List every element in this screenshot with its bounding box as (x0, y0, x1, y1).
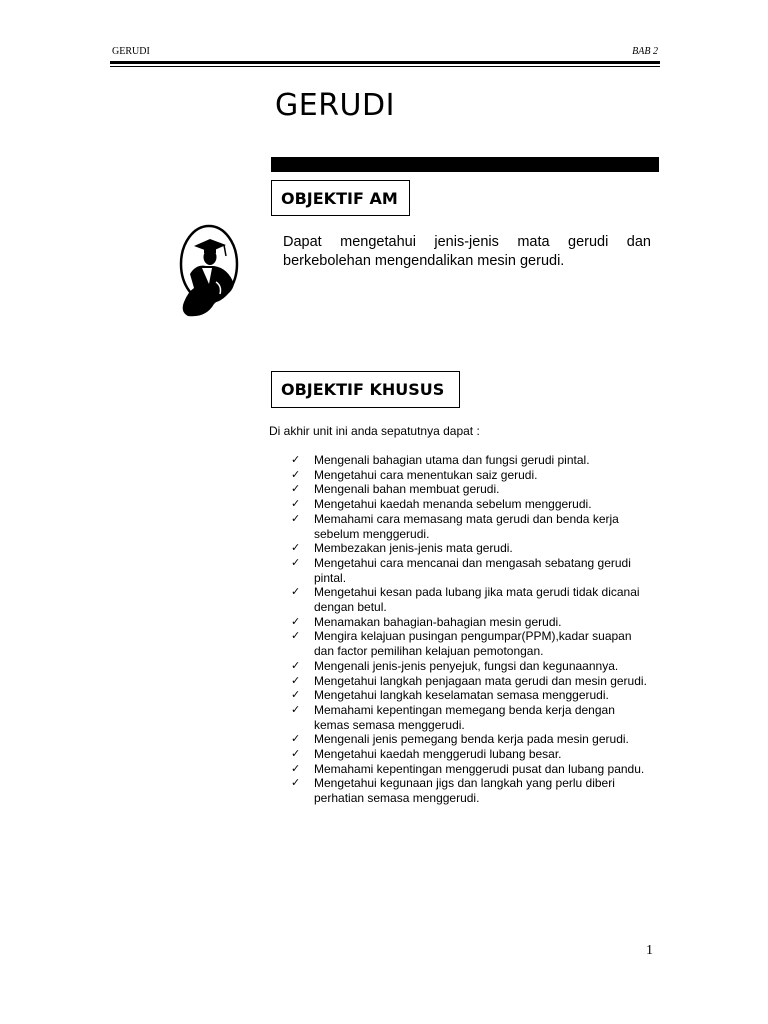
list-item (291, 674, 651, 689)
list-item-text: Memahami cara memasang mata gerudi dan benda kerja sebelum menggerudi. (314, 511, 619, 541)
objektif-am-heading: OBJEKTIF AM (271, 180, 410, 216)
list-item (291, 732, 651, 747)
list-item (291, 453, 651, 468)
list-item-text: Mengenali jenis-jenis penyejuk, fungsi dan kegunaannya. (314, 658, 619, 673)
list-item (291, 556, 651, 585)
checkmark-icon: ✓ (291, 497, 301, 511)
checkmark-icon: ✓ (291, 555, 301, 569)
running-header-title: GERUDI (112, 46, 150, 57)
running-header-chapter: BAB 2 (632, 46, 658, 57)
list-item (291, 615, 651, 630)
list-item (291, 541, 651, 556)
list-item-text: Mengetahui cara mencanai dan mengasah sebatang gerudi pintal. (314, 555, 631, 585)
list-item (291, 703, 651, 732)
objektif-khusus-list (291, 453, 651, 806)
checkmark-icon: ✓ (291, 629, 301, 643)
list-item-text: Mengetahui kaedah menggerudi lubang besar. (314, 747, 562, 762)
list-item-text: Mengenali bahagian utama dan fungsi gerudi pintal. (314, 453, 590, 467)
checkmark-icon: ✓ (291, 511, 301, 525)
list-item-text: Mengetahui cara menentukan saiz gerudi. (314, 467, 538, 482)
objektif-khusus-heading: OBJEKTIF KHUSUS (271, 371, 460, 408)
checkmark-icon: ✓ (291, 467, 301, 481)
list-item-text: Mengenali bahan membuat gerudi. (314, 482, 500, 497)
list-item (291, 585, 651, 614)
page-title: GERUDI (275, 88, 395, 123)
list-item (291, 512, 651, 541)
list-item-text: Membezakan jenis-jenis mata gerudi. (314, 541, 513, 556)
checkmark-icon: ✓ (291, 658, 301, 672)
list-item-text: Memahami kepentingan memegang benda kerja dengan kemas semasa menggerudi. (314, 702, 615, 732)
list-item (291, 482, 651, 497)
objektif-am-text: Dapat mengetahui jenis-jenis mata gerudi dan berkebolehan mengendalikan mesin gerudi. (283, 234, 651, 269)
list-item (291, 762, 651, 777)
checkmark-icon: ✓ (291, 482, 301, 496)
list-item (291, 468, 651, 483)
list-item (291, 776, 651, 805)
list-item-text: Mengetahui langkah penjagaan mata gerudi dan mesin gerudi. (314, 673, 647, 688)
checkmark-icon: ✓ (291, 585, 301, 599)
page-number: 1 (646, 943, 653, 958)
list-item (291, 747, 651, 762)
list-item-text: Mengetahui kegunaan jigs dan langkah yang perlu diberi perhatian semasa menggerudi. (314, 776, 615, 806)
header-rule-thick (110, 61, 660, 64)
checkmark-icon: ✓ (291, 673, 301, 687)
list-item (291, 629, 651, 658)
list-item-text: Mengetahui langkah keselamatan semasa menggerudi. (314, 688, 609, 703)
checkmark-icon: ✓ (291, 776, 301, 790)
checkmark-icon: ✓ (291, 453, 301, 466)
list-item-text: Mengira kelajuan pusingan pengumpar(PPM),kadar suapan dan factor pemilihan kelajuan pemotongan. (314, 629, 632, 659)
list-item (291, 688, 651, 703)
list-item-text: Mengetahui kesan pada lubang jika mata gerudi tidak dicanai dengan betul. (314, 585, 640, 615)
list-item-text: Mengetahui kaedah menanda sebelum menggerudi. (314, 497, 592, 512)
graduate-icon (176, 224, 242, 320)
checkmark-icon: ✓ (291, 614, 301, 628)
objektif-khusus-intro: Di akhir unit ini anda sepatutnya dapat : (269, 424, 480, 438)
list-item-text: Memahami kepentingan menggerudi pusat dan lubang pandu. (314, 761, 645, 776)
checkmark-icon: ✓ (291, 732, 301, 746)
checkmark-icon: ✓ (291, 702, 301, 716)
checkmark-icon: ✓ (291, 688, 301, 702)
header-rule-thin (110, 66, 660, 67)
list-item-text: Mengenali jenis pemegang benda kerja pada mesin gerudi. (314, 732, 629, 747)
list-item-text: Menamakan bahagian-bahagian mesin gerudi. (314, 614, 562, 629)
title-divider-bar (271, 157, 659, 172)
list-item (291, 497, 651, 512)
checkmark-icon: ✓ (291, 541, 301, 555)
list-item (291, 659, 651, 674)
checkmark-icon: ✓ (291, 761, 301, 775)
checkmark-icon: ✓ (291, 747, 301, 761)
